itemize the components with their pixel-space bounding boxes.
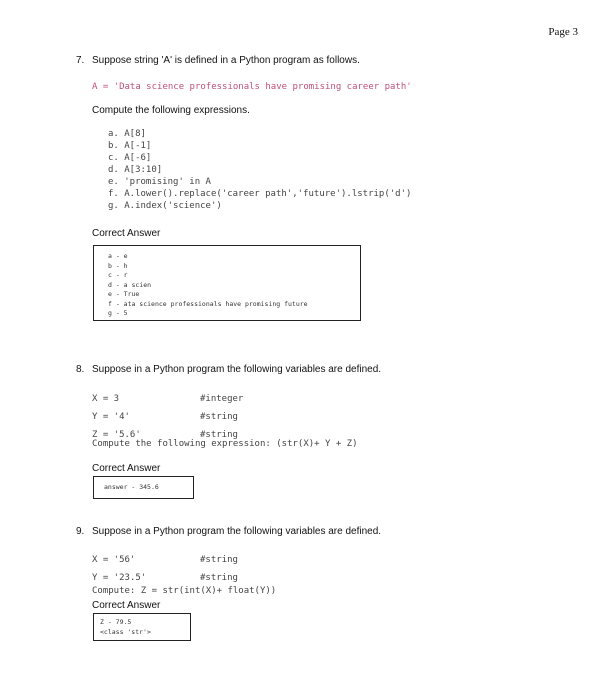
answer-line: e - True xyxy=(108,290,140,298)
question-7-title xyxy=(76,55,360,66)
question-7-items xyxy=(108,128,411,212)
answer-line: a - e xyxy=(108,252,128,260)
var-comment: #string xyxy=(200,430,238,440)
var-comment: #string xyxy=(200,412,238,422)
question-9-answer-label: Correct Answer xyxy=(92,600,161,611)
list-item: a. A[8] xyxy=(108,129,146,139)
question-8-number: 8. xyxy=(76,364,85,375)
answer-line: b - h xyxy=(108,261,128,270)
question-7-number: 7. xyxy=(76,55,85,66)
list-item: b. A[-1] xyxy=(108,141,152,151)
question-9-answer-box xyxy=(93,613,191,641)
question-7-text: Suppose string 'A' is defined in a Python program as follows. xyxy=(92,55,360,66)
question-7-code: A = 'Data science professionals have promising career path' xyxy=(92,82,412,92)
list-item: d. A[3:10] xyxy=(108,165,163,175)
question-9-text: Suppose in a Python program the following variables are defined. xyxy=(92,526,382,537)
var-comment: #integer xyxy=(200,394,244,404)
var-comment: #string xyxy=(200,555,238,565)
list-item: f. A.lower().replace('career path','future').lstrip('d') xyxy=(108,189,412,199)
answer-line: d - a scien xyxy=(108,280,152,289)
answer-line: g - 5 xyxy=(108,309,128,317)
answer-line: c - r xyxy=(108,271,128,279)
question-8-answer-box xyxy=(93,476,194,499)
question-9-compute: Compute: Z = str(int(X)+ float(Y)) xyxy=(92,586,277,596)
question-9-vars xyxy=(92,549,392,597)
answer-line: f - ata science professionals have promising future xyxy=(108,299,308,308)
question-9-title xyxy=(76,526,381,537)
var-code: Y = '23.5' xyxy=(92,573,147,583)
answer-line: answer - 345.6 xyxy=(104,483,159,491)
question-7-instruction: Compute the following expressions. xyxy=(92,105,250,116)
question-8-vars xyxy=(92,388,392,442)
list-item: c. A[-6] xyxy=(108,153,152,163)
list-item: g. A.index('science') xyxy=(108,201,222,211)
var-code: X = '56' xyxy=(92,555,136,565)
page-number: Page 3 xyxy=(548,26,578,38)
question-9-number: 9. xyxy=(76,526,85,537)
question-8-answer-label: Correct Answer xyxy=(92,463,161,474)
answer-line: Z - 79.5 xyxy=(100,618,132,626)
question-7-answer-label: Correct Answer xyxy=(92,228,161,239)
question-8-title xyxy=(76,364,381,375)
question-8-text: Suppose in a Python program the following variables are defined. xyxy=(92,364,382,375)
answer-line: <class 'str'> xyxy=(100,627,151,636)
question-7-answer-box xyxy=(93,245,361,321)
question-8-expression: Compute the following expression: (str(X)+ Y + Z) xyxy=(92,439,358,449)
var-code: X = 3 xyxy=(92,394,120,404)
list-item: e. 'promising' in A xyxy=(108,177,211,187)
var-code: Y = '4' xyxy=(92,412,130,422)
var-comment: #string xyxy=(200,573,238,583)
var-code: Z = '5.6' xyxy=(92,430,141,440)
